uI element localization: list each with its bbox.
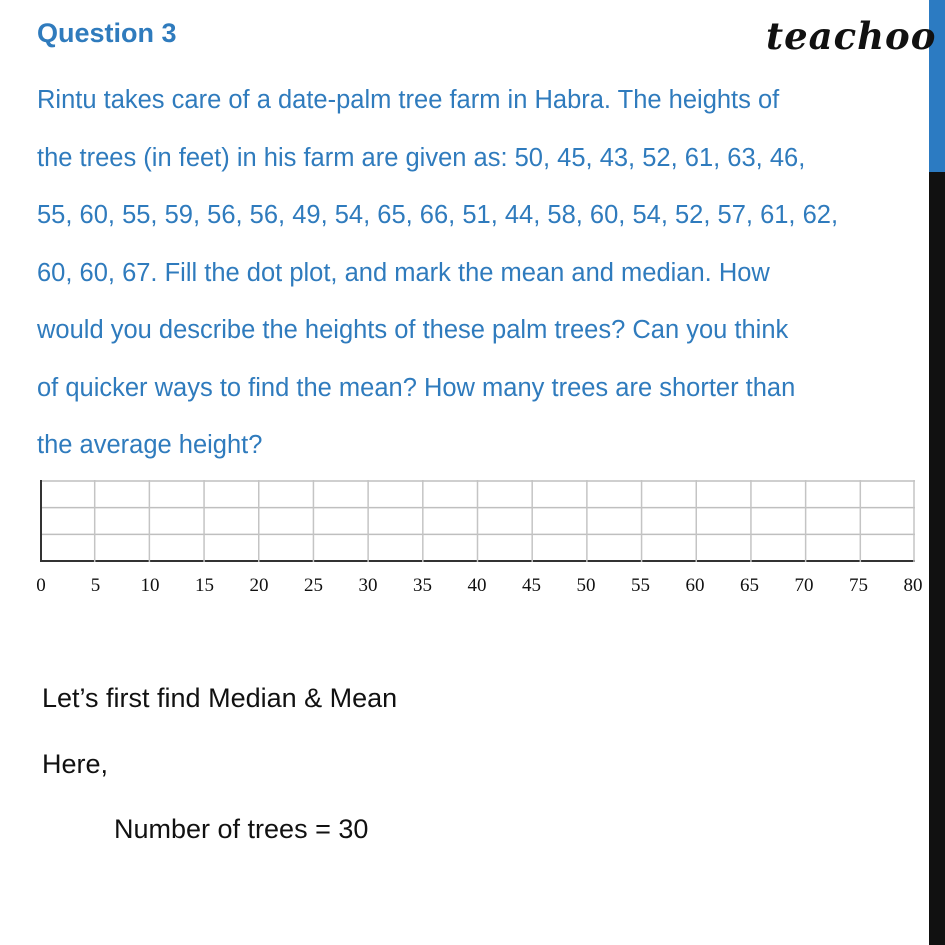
axis-tick-label: 75 — [849, 575, 868, 596]
axis-tick-label: 35 — [413, 575, 432, 596]
question-title: Question 3 — [37, 18, 177, 48]
axis-tick-label: 30 — [358, 575, 378, 596]
dot-plot-grid-lines — [40, 480, 915, 562]
axis-tick-label: 50 — [576, 575, 596, 596]
axis-tick-label: 70 — [794, 575, 814, 596]
axis-tick-label: 40 — [467, 575, 487, 596]
solution-intro: Let’s first find Median & Mean — [42, 683, 398, 713]
solution-here: Here, — [42, 749, 109, 779]
axis-tick-label: 15 — [195, 575, 214, 596]
axis-tick-label: 10 — [140, 575, 160, 596]
axis-tick-label: 45 — [522, 575, 541, 596]
axis-tick-label: 65 — [740, 575, 759, 596]
teachoo-logo: teachoo — [766, 14, 937, 58]
axis-tick-label: 0 — [36, 575, 46, 596]
axis-tick-label: 5 — [90, 575, 101, 596]
axis-tick-label: 80 — [903, 575, 923, 596]
dot-plot-grid — [40, 480, 915, 562]
solution-number-of-trees: Number of trees = 30 — [114, 814, 369, 844]
axis-tick-label: 55 — [631, 575, 650, 596]
axis-tick-label: 20 — [249, 575, 269, 596]
dot-plot-axis-labels — [0, 575, 945, 605]
axis-tick-label: 60 — [685, 575, 705, 596]
axis-tick-label: 25 — [304, 575, 323, 596]
question-text: Rintu takes care of a date-palm tree farm in Habra. The heights of the trees (in feet) in his farm are given as: 50, 45, 43, 52, 61, 63, 46, 55, 60, 55, 59, 56, 56, 49, 54, 65, 66, 51, 44, 58, 60, 54, 52, 57, 61, 62, 60, 60, 67. Fill the dot plot, and mark the mean and median. How would you describe the heights of these palm trees? Can you think of quicker ways to find the mean? How many trees are shorter than the average height? — [37, 86, 839, 459]
